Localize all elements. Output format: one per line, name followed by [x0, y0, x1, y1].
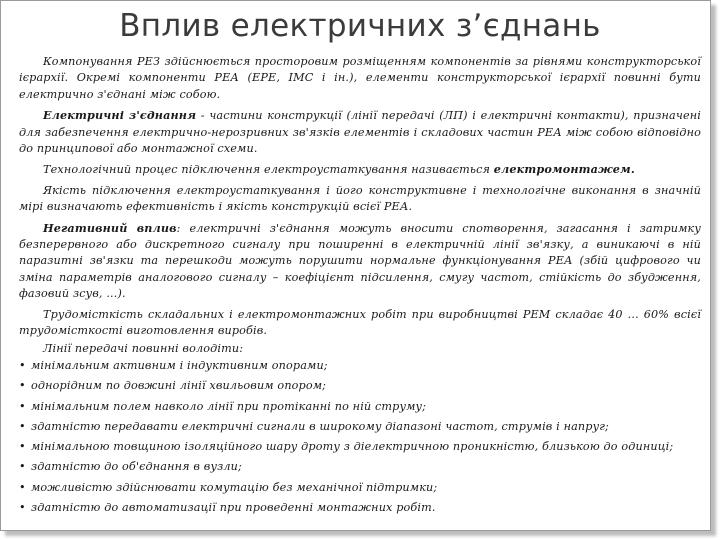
paragraph-quality: Якість підключення електроустаткування і його конструктивне і технологічне виконання в значній мірі визначають ефективність і якість конструкцій всієї РЕА.: [19, 183, 701, 214]
bullet-icon: •: [19, 419, 26, 433]
term-electromontage: електромонтажем.: [493, 162, 635, 177]
paragraph-process: [19, 161, 701, 178]
paragraph-layout: Компонування РЕЗ здійснюється просторовим розміщенням компонентів за рівнями конструкторської ієрархії. Окремі компоненти РЕА (ЕРЕ, ІМС і ін.), елементи конструкторської ієрархії повинні бути електрично з'єднані між собою.: [19, 55, 701, 101]
bullet-icon: •: [19, 358, 26, 372]
paragraph-labor: Трудомісткість складальних і електромонтажних робіт при виробництві РЕМ складає 40 ... 60% всієї трудомісткості виготовлення виробів.: [19, 307, 701, 338]
list-item: • здатністю передавати електричні сигнали в широкому діапазоні частот, струмів і напруг;: [19, 419, 701, 435]
bullet-icon: •: [19, 460, 26, 474]
bullet-icon: •: [19, 399, 26, 413]
list-item: • мінімальним полем навколо лінії при протіканні по ній струму;: [19, 399, 701, 415]
list-item: • мінімальною товщиною ізоляційного шару дроту з діелектричною проникністю, близькою до одиниці;: [19, 439, 701, 455]
paragraph-definition: [19, 107, 701, 157]
list-item: • можливістю здійснювати комутацію без механічної підтримки;: [19, 480, 701, 496]
paragraph-requirements-intro: Лінії передачі повинні володіти:: [43, 341, 244, 355]
list-item: • здатністю до автоматизації при проведенні монтажних робіт.: [19, 500, 701, 516]
bullet-icon: •: [19, 480, 26, 494]
term-negative-impact: Негативний вплив: [43, 220, 177, 235]
bullet-icon: •: [19, 379, 26, 393]
definition-text: - частини конструкції (лінії передачі (ЛП) і електричні контакти), призначені для забезпечення електрично-нерозривних зв'язків елементів і складових частин РЕА між собою відповідно до принципової або монтажної схеми.: [19, 109, 701, 156]
list-item: • здатністю до об'єднання в вузли;: [19, 459, 701, 475]
bullet-icon: •: [19, 440, 26, 454]
list-item: • однорідним по довжині лінії хвильовим опором;: [19, 378, 701, 394]
negative-impact-text: : електричні з'єднання можуть вносити спотворення, загасання і затримку безперервного або дискретного сигналу при поширенні в електричній лінії зв'язку, а виникаючі в ній паразитні зв'язки та перешкоди можуть порушити нормальне функціонування РЕА (збій цифрового чи зміна параметрів аналогового сигналу – коефіцієнт підсилення, смугу частот, стійкість до збудження, фазовий зсув, ...).: [19, 221, 702, 301]
paragraph-negative-impact: [19, 220, 701, 303]
term-electrical-connections: Електричні з'єднання: [43, 108, 197, 123]
slide-title: Вплив електричних з’єднань: [119, 8, 601, 44]
requirements-list: [19, 358, 701, 516]
slide-body: [19, 54, 701, 520]
list-item: • мінімальним активним і індуктивним опорами;: [19, 358, 701, 374]
bullet-icon: •: [19, 500, 26, 514]
process-text: Технологічний процес підключення електроустаткування називається: [43, 163, 494, 177]
